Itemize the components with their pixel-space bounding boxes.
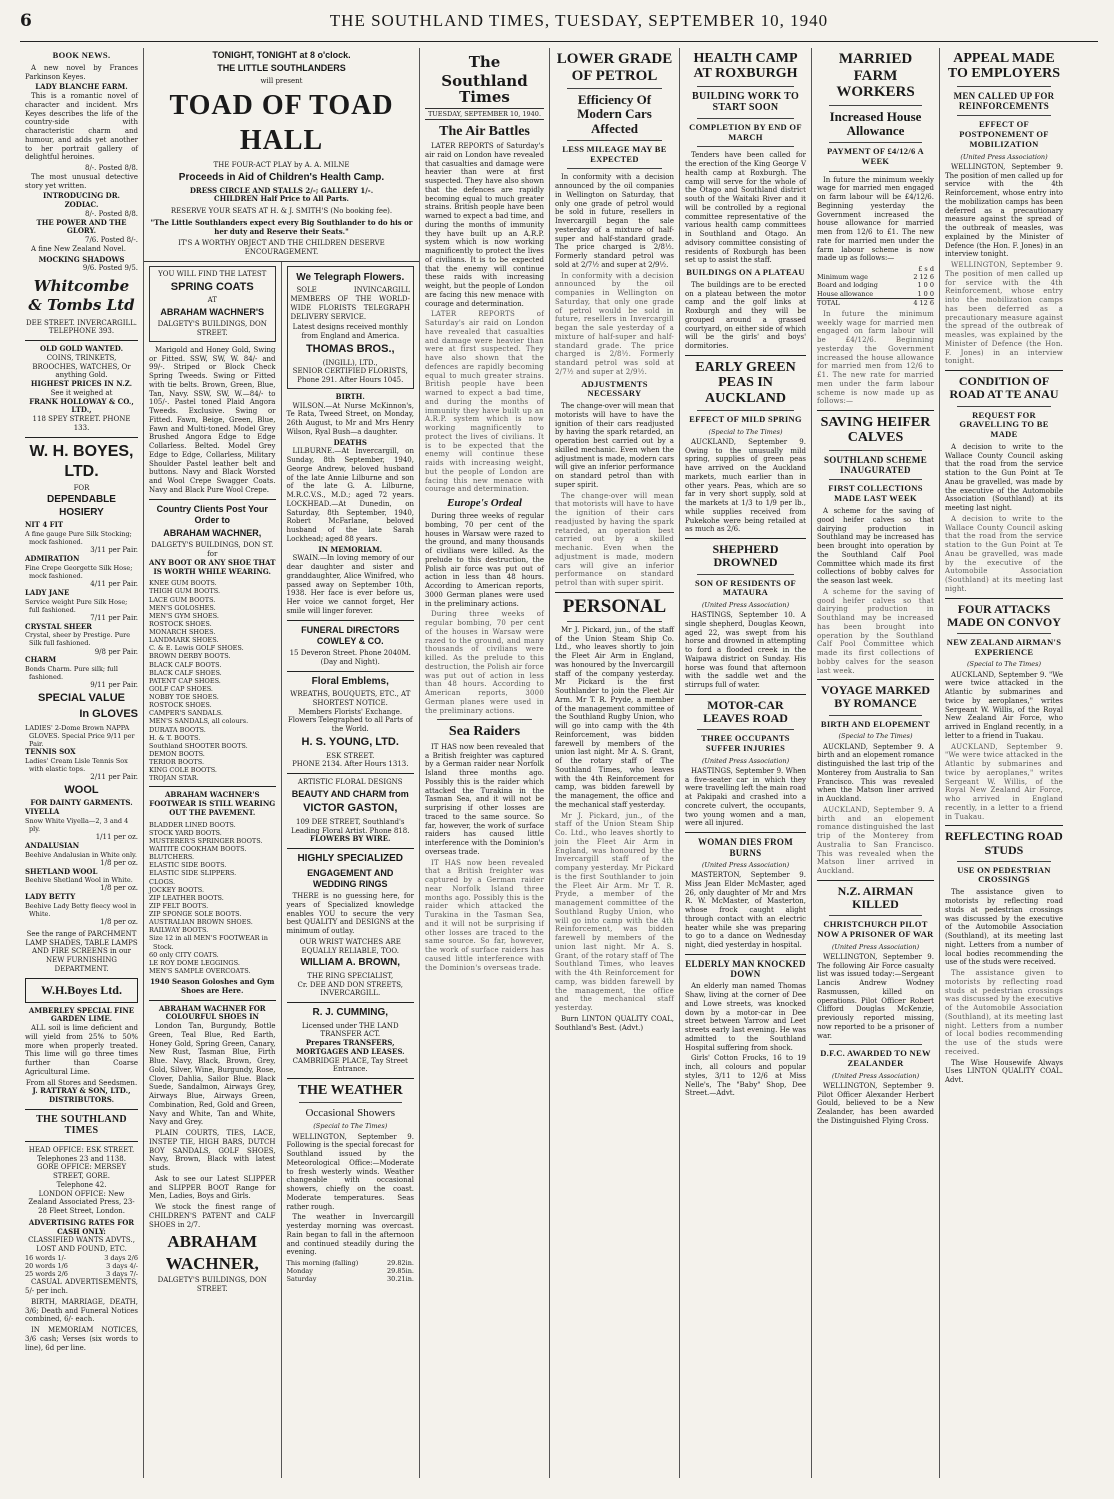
teanau-title: CONDITION OF ROAD AT TE ANAU — [949, 374, 1059, 402]
deaths-title: DEATHS — [333, 437, 367, 447]
find-latest: YOU WILL FIND THE LATEST — [158, 269, 267, 278]
london-office: LONDON OFFICE: New Zealand Associated Press, 23-28 Fleet Street, London. — [28, 1189, 135, 1216]
range-note: See the range of PARCHMENT LAMP SHADES, TABLE LAMPS AND FIRE SCREENS in our NEW FURNISHING DEPARTMENT. — [25, 929, 138, 973]
amberley-desc: ALL soil is lime deficient and will yield from 25% to 50% more when properly treated. This lime will go three times further than Coarse Agricultural Lime. — [25, 1024, 138, 1076]
book3-title: THE POWER AND THE GLORY. — [36, 217, 127, 236]
appeal-sub: MEN CALLED UP FOR REINFORCEMENTS — [953, 90, 1055, 112]
voyage-sub: BIRTH AND ELOPEMENT — [820, 718, 931, 729]
airman-text: WELLINGTON, September 9. The following Air Force casualty list was issued today:—Sergeant Lancis Andrew Wodney Rasmussen, killed on operations. Pilot Officer Robert Clifford Douglas McKenzie, previously reported missing, now reported to be a prisoner of war. — [817, 952, 934, 1040]
times-box-title: THE SOUTHLAND TIMES — [36, 1113, 127, 1137]
plateau-title: BUILDINGS ON A PLATEAU — [686, 267, 805, 278]
coloured-title: ABRAHAM WACHNER FOR COLOURFUL SHOES IN — [158, 1003, 266, 1022]
peas-text: AUCKLAND, September 9. Owing to the unusually mild spring, supplies of green peas have arrived on the Auckland markets, much earlier than in other years. Peas, which are so far in very short supply, sold at the markets at 1/3 to 1/9 per lb., while supplies received from Pukekohe were being retailed at as much as 2/6. — [685, 437, 806, 534]
head-office: HEAD OFFICE: ESK STREET. — [28, 1145, 135, 1154]
column-health-camp — [680, 48, 812, 1478]
cumming: R. J. CUMMING, — [312, 1007, 389, 1018]
list-item: ANDALUSIAN Beehive Andalusian in White only. 1/8 per oz. — [25, 840, 138, 867]
rings-text: THERE is no guessing here, for years of Specialized knowledge enables YOU to secure the very best QUALITY and DESIGNS at the minimum of outlay. — [286, 892, 414, 935]
personal-text-cont: Mr J. Pickard, jun., of the staff of the Union Steam Ship Co. Ltd., who leaves shortly to join the Fleet Air Arm in England, was honoured by the Invercargill staff of the company yesterday. Mr Pickard is the first Southlander to join the Fleet Air Arm. Mr T. R. Pryde, a member of the management committee of the Southland Rugby Union, who will go into camp with the 4th Reinforcement, was bidden farewell by members of the union last night. Mr A. S. Grant, of the rotary staff of The Southland Times, who leaves with the 4th Reinforcement for camp, was bidden farewell by the management, the office and the mechanical staff yesterday. — [555, 811, 674, 1013]
column-farm-workers — [812, 48, 940, 1478]
boyes-logo: W.H.Boyes Ltd. — [25, 978, 138, 1003]
thomas-florists: SENIOR CERTIFIED FLORISTS, — [292, 367, 408, 376]
personal-text: Mr J. Pickard, jun., of the staff of the Union Steam Ship Co. Ltd., who leaves shortly to join the Fleet Air Arm in England, was honoured by the Invercargill staff of the company yesterday. Mr Pickard is the first Southlander to join the Fleet Air Arm. Mr T. R. Pryde, a member of the management committee of the Southland Rugby Union, who will go into camp with the 4th Reinforcement, was bidden farewell by members of the union last night. Mr A. S. Grant, of the rotary staff of The Southland Times, who leaves with the 4th Reinforcement for camp, was bidden farewell by the management, the office and the mechanical staff yesterday. — [555, 625, 674, 809]
air-battles-text: LATER REPORTS of Saturday's air raid on London have revealed that casualties and damage were heavier than were at first suspected. They have also shown that the defences are rapidly becoming equal to much greater strains. British people have been warned to expect a bad time, and during the months of immunity they have built up an A.R.P. system which is now working magnificently to protect the lives of civilians. It is to be expected that the enemy will continue these raids with increasing weight, but the people of London are facing this new menace with courage and determination. — [425, 142, 544, 308]
teanau-sub: REQUEST FOR GRAVELLING TO BE MADE — [959, 409, 1049, 440]
adjustments-text-cont: The change-over will mean that motorists will have to have the ignition of their cars readjusted by having the spark retarded, an operation best carried out by a skilled mechanic. Even when the adjustment is made, modern cars will give an inferior performance on standard petrol than with super spirit. — [555, 491, 674, 588]
petrol-title: LOWER GRADE OF PETROL — [556, 51, 673, 84]
weather-text-2: The weather in Invercargill yesterday morning was overcast. Rain began to fall in the afternoon and continued steadily during the evening. — [286, 1213, 414, 1257]
ticket-prices: DRESS CIRCLE AND STALLS 2/-; GALLERY 1/-. — [189, 185, 374, 195]
air-battles-text-cont: LATER REPORTS of Saturday's air raid on London have revealed that casualties and damage were heavier than were at first suspected. They have also shown that the defences are rapidly becoming equal to much greater strains. British people have been warned to expect a bad time, and during the months of immunity they have built up an A.R.P. system which is now working magnificently to protect the lives of civilians. It is to be expected that the enemy will continue these raids with increasing weight, but the people of London are facing this new menace with courage and determination. — [425, 310, 544, 494]
wage-row: House allowance 1 0 0 — [817, 289, 934, 298]
weather-text: WELLINGTON, September 9. Following is the special forecast for Southland issued by the Meteorological Office:—Moderate to fresh westerly winds. Weather changeable with occasional showers, chiefly on the coast. Moderate temperatures. Seas rather rough. — [286, 1132, 414, 1211]
sea-raiders-text-cont: IT HAS now been revealed that a British freighter was captured by a German raider near Norfolk Island three months ago. Possibly this is the raider which attacked the Turakina in the Tasman Sea, and it will not be surprising if other losses are traced to the same source. So far, however, the work of surface raiders has caused little interference with the Dominion's overseas trade. — [425, 858, 544, 972]
wool-list — [25, 808, 138, 927]
book3-price: 7/6. Posted 8/-. — [84, 236, 138, 245]
amberley-from: From all Stores and Seedsmen. — [25, 1078, 138, 1087]
list-item: VIYELLA Snow White Viyella—2, 3 and 4 ply. 1/11 per oz. — [25, 807, 138, 842]
motor-source: (United Press Association) — [701, 756, 790, 765]
quote: "The Little Southlanders expect every Big Southlander to do his or her duty and Reserve their Seats." — [150, 217, 413, 236]
gold-weighed: See it weighed at — [50, 388, 113, 397]
book1-price: 8/-. Posted 8/8. — [84, 164, 138, 173]
weather-title: THE WEATHER — [297, 1083, 403, 1098]
camp-sub: BUILDING WORK TO START SOON — [691, 90, 800, 114]
footwear-title: ABRAHAM WACHNER'S FOOTWEAR IS STILL WEARING OUT THE PAVEMENT. — [149, 790, 276, 817]
any-boot: ANY BOOT OR ANY SHOE THAT IS WORTH WHILE WEARING. — [149, 557, 276, 576]
peas-title: EARLY GREEN PEAS IN AUCKLAND — [695, 359, 796, 406]
camp-title: HEALTH CAMP AT ROXBURGH — [693, 51, 798, 82]
boot-list: KNEE GUM BOOTS. THIGH GUM BOOTS. LACE GUM BOOTS. MEN'S GOLOSHES. MEN'S GYM SHOES. ROSTOCK SHOES. MONARCH SHOES. LANDMARK SHOES. C. & E. Lewis GOLF SHOES. BROWN DERBY BOOTS. BLACK CALF BOOTS. BLACK CALF SHOES. PATENT CAP SHOES. GOLF CAP SHOES. NOBBY TOE SHOES. ROSTOCK SHOES. CAMPER'S SANDALS. MEN'S SANDALS, all colours. DURATA BOOTS. H. & T. BOOTS. Southland SHOOTER BOOTS. DEMON BOOTS. TERIOR BOOTS. KING COLE BOOTS. TROJAN STAR. — [149, 579, 249, 783]
thomas-sub: (INGILL), LTD., — [322, 358, 378, 367]
wage-row: Minimum wage 2 12 6 — [817, 273, 934, 282]
book2-price: 8/-. Posted 8/8. — [84, 209, 138, 218]
payment-title: PAYMENT OF £4/12/6 A WEEK — [827, 146, 924, 166]
book4-title: MOCKING SHADOWS — [38, 254, 125, 264]
reserve-seats: RESERVE YOUR SEATS AT H. & J. SMITH'S (No booking fee). — [170, 207, 393, 215]
voyage-text-cont: AUCKLAND, September 9. A birth and an elopement romance distinguished the last trip of the Monterey from Australia to San Francisco. This was revealed when the Matson liner arrived in Auckland. — [817, 805, 934, 876]
four-act: THE FOUR-ACT PLAY by A. A. MILNE — [213, 161, 350, 170]
column-editorial — [420, 48, 550, 1478]
wage-total: TOTAL 4 12 6 — [817, 298, 934, 307]
personal-title: PERSONAL — [562, 595, 667, 617]
goloshes: 1940 Season Goloshes and Gym Shoes are Here. — [150, 977, 275, 995]
specialized: HIGHLY SPECIALIZED — [297, 853, 404, 864]
farm-text-cont: In future the minimum weekly wage for married men engaged on farm labour will be £4/12/6. Beginning yesterday the Government increased the house allowance for married men from 12/6 to £1. The new rate for married men under the farm labour scheme is now made up as follows:— — [817, 309, 934, 406]
camp-sub-2: COMPLETION BY END OF MARCH — [689, 121, 802, 142]
rate-row: 20 words 1/6 3 days 4/- — [25, 1262, 138, 1271]
attacks-text-cont: AUCKLAND, September 9. "We were twice attacked in the Atlantic by submarines and twice by aeroplanes," writes Sergeant W. Willis, of the Royal New Zealand Air Force, who arrived in England recently, in a letter to a friend in Tuakau. — [945, 742, 1063, 821]
footwear-list: BLADDER LINED BOOTS. STOCK YARD BOOTS. MUSTERER'S SPRINGER BOOTS. WAITITE COOKHAM BOOTS. BLUTCHERS. ELASTIC SIDE BOOTS. ELASTIC SIDE SLIPPERS. CLOGS. JOCKEY BOOTS. ZIP LEATHER BOOTS. ZIP FELT BOOTS. ZIP SPONGE SOLE BOOTS. AUSTRALIAN BROWN SHOES. RAILWAY BOOTS. Size 12 in all MEN'S FOOTWEAR in Stock. 60 only CITY COATS. LE ROY DOME LEGGINGS. MEN'S SAMPLE OVERCOATS. — [149, 820, 268, 975]
elderly-title: ELDERLY MAN KNOCKED DOWN — [685, 958, 806, 980]
wachner-name: ABRAHAM WACHNER'S — [160, 307, 265, 317]
rates-sub: CLASSIFIED WANTS ADVTS., LOST AND FOUND, ETC. — [28, 1236, 135, 1254]
memoriam-title: IN MEMORIAM. — [318, 544, 383, 554]
artistic: ARTISTIC FLORAL DESIGNS — [297, 778, 403, 786]
dfc-source: (United Press Association) — [831, 1071, 920, 1080]
petrol-sub-2: LESS MILEAGE MAY BE EXPECTED — [562, 143, 667, 164]
proceeds: Proceeds in Aid of Children's Health Camp. — [178, 172, 385, 183]
whitcombe-address: DEE STREET. INVERCARGILL. TELEPHONE 393. — [26, 318, 137, 336]
country-clients: Country Clients Post Your Order to — [156, 503, 268, 525]
teanau-text: A decision to write to the Wallace County Council asking that the road from the service station to the Gun Point at Te Anau be gravelled, was made by the executive of the Automobile Association (Southland) at its meeting last night. — [945, 442, 1063, 513]
boyes-for: FOR — [73, 483, 90, 492]
studs-sub: USE ON PEDESTRIAN CROSSINGS — [957, 864, 1051, 885]
weather-sub: Occasional Showers — [305, 1107, 395, 1120]
wise-advt: The Wise Housewife Always Uses LINTON QUALITY COAL. Advt. — [945, 1058, 1063, 1084]
spring-coats: SPRING COATS — [170, 280, 254, 293]
calves-sub: SOUTHLAND SCHEME INAUGURATED — [823, 454, 928, 476]
shepherd-source: (United Press Association) — [701, 601, 790, 610]
beauty: BEAUTY AND CHARM from — [291, 788, 409, 799]
list-item: ADMIRATION Fine Crepe Georgette Silk Hose; mock fashioned. 4/11 per Pair. — [25, 554, 138, 589]
burns-text: MASTERTON, September 9. Miss Jean Elder McMaster, aged 26, only daughter of Mr and Mrs R. W. McMaster, of Masterton, whose frock caught alight through contact with an electric heater while she was preparing to go to a dance on Wednesday night, died yesterday in hospital. — [685, 871, 806, 950]
gold-wanted: OLD GOLD WANTED. — [39, 344, 124, 354]
wool-title: WOOL — [64, 783, 99, 796]
watches: OUR WRIST WATCHES ARE EQUALLY RELIABLE, TOO. — [299, 937, 401, 955]
book-intro: A new novel by Frances Parkinson Keyes. — [25, 63, 138, 81]
plateau-text: The buildings are to be erected on a plateau between the motor camp and the golf links at Roxburgh and they will be grouped around a grassed courtyard, on either side of which will be the girls' and boys' dormitories. — [685, 280, 806, 351]
peas-sub: EFFECT OF MILD SPRING — [689, 414, 802, 424]
gore-office: GORE OFFICE: MERSEY STREET, GORE. — [36, 1163, 127, 1181]
thomas-bros: THOMAS BROS., — [305, 342, 395, 355]
in-gloves: In GLOVES — [79, 707, 138, 720]
page-number: 6 — [20, 11, 32, 31]
appeal-source: (United Press Association) — [960, 152, 1048, 161]
esk-street: ESK STREET. — [326, 751, 375, 760]
petrol-text-cont: In conformity with a decision announced by the oil companies in Wellington on Saturday, that only one grade of petrol would be sold in future, resellers in Invercargill began the sale yesterday of a mixture of half-super and half-standard grade. The price charged is 2/8½. Formerly standard petrol was sold at 2/7½ and super at 2/9½. — [555, 271, 674, 376]
attacks-source: (Special to The Times) — [966, 660, 1042, 669]
book1-title: LADY BLANCHE FARM. — [35, 82, 128, 92]
victor-gaston: VICTOR GASTON, — [303, 802, 398, 814]
sea-raiders-text: IT HAS now been revealed that a British freighter was captured by a German raider near Norfolk Island three months ago. Possibly this is the raider which attacked the Turakina in the Tasman Sea, and it will not be surprising if other losses are traced to the same source. So far, however, the work of surface raiders has caused little interference with the Dominion's overseas trade. — [425, 742, 544, 856]
thomas-phone: Phone 291. After Hours 1045. — [297, 376, 404, 384]
children-shoes: We stock the finest range of CHILDREN'S PATENT and CALF SHOES in 2/7. — [149, 1203, 276, 1229]
for-label: for — [207, 550, 218, 558]
little-southlanders: THE LITTLE SOUTHLANDERS — [217, 63, 346, 74]
list-item: NIT 4 FIT A fine gauge Pure Silk Stocking; mock fashioned. 3/11 per Pair. — [25, 520, 138, 555]
rates-title: ADVERTISING RATES FOR CASH ONLY: — [28, 1217, 135, 1236]
william-brown: WILLIAM A. BROWN, — [300, 957, 401, 969]
wachner-big: ABRAHAM WACHNER, — [165, 1232, 259, 1273]
book4-intro: A fine New Zealand Novel. — [31, 244, 127, 253]
studs-text: The assistance given to motorists by reflecting road studs at pedestrian crossings was discussed by the executive of the Automobile Association (Southland), at its meeting last night. Letters from a number of local bodies recommending the use of the studs were received. — [945, 888, 1063, 967]
worthy: IT'S A WORTHY OBJECT AND THE CHILDREN DESERVE ENCOURAGEMENT. — [178, 239, 385, 256]
calves-title: SAVING HEIFER CALVES — [820, 415, 931, 446]
europe-text-cont: During three weeks of regular bombing, 70 per cent of the houses in Warsaw were razed to the ground, and many thousands of civilians were killed. As the prelude to this destruction, the Polish air force was put out of action in less than 48 hours. According to American reports, 3000 German planes were used in the preliminary actions. — [425, 610, 544, 715]
list-item: CRYSTAL SHEER Crystal, sheer by Prestige. Pure Silk full fashioned. 9/8 per Pair. — [25, 621, 138, 656]
bdm-rates: BIRTH, MARRIAGE, DEATH, 3/6; Death and Funeral Notices combined, 6/- each. — [25, 1297, 138, 1324]
engagement: ENGAGEMENT AND WEDDING RINGS — [307, 867, 394, 889]
column-notices — [282, 262, 420, 1478]
list-item: SHETLAND WOOL Beehive Shetland Wool in White. 1/8 per oz. — [25, 866, 138, 893]
hosiery-list — [25, 521, 138, 690]
calves-text: A scheme for the saving of good heifer calves so that dairying production in Southland may be increased has been brought into operation by the Southland Calf Pool Committee which made its first collections of bobby calves for the season last week. — [817, 507, 934, 585]
house-title: Increased House Allowance — [829, 108, 922, 138]
motor-title: MOTOR-CAR LEAVES ROAD — [703, 697, 788, 726]
editorial-masthead-the: The — [468, 53, 501, 71]
telegraph-title: We Telegraph Flowers. — [296, 271, 405, 283]
motor-sub: THREE OCCUPANTS SUFFER INJURIES — [701, 733, 790, 754]
burns-title: WOMAN DIES FROM BURNS — [698, 837, 793, 858]
birth-text: WILSON.—At Nurse McKinnon's, Te Rata, Tweed Street, on Monday, 26th August, to Mr and Mrs Henry Wilson, Ryal Bush—a daughter. — [286, 401, 414, 436]
brown-address: Cr. DEE AND DON STREETS, INVERCARGILL. — [297, 980, 404, 998]
air-battles-title: The Air Battles — [439, 123, 530, 139]
rate-row: 16 words 1/- 3 days 2/6 — [25, 1253, 138, 1262]
appeal-title: APPEAL MADE TO EMPLOYERS — [947, 51, 1061, 82]
book4-price: 9/6. Posted 9/5. — [82, 264, 138, 273]
memoriam-text: SWAIN.—In loving memory of our dear daughter and sister and granddaughter, Alice Winifred, who passed away on September 10th, 1938. Her face is ever before us, Her voice we cannot forget, Her smile will linger forever. — [286, 554, 414, 615]
columns — [20, 48, 1098, 1478]
at-label: AT — [207, 296, 217, 305]
memoriam-rates: IN MEMORIAM NOTICES, 3/6 cash; Verses (six words to line), 6d per line. — [25, 1326, 138, 1352]
coats-text: Marigold and Honey Gold, Swing or Fitted. SSW, SW, W. 84/- and 99/-. Striped or Block Check Spring Tweeds. Swing or Fitted with tie belts. Brown, Green, Blue, Tan, Navy. SSW, SW, W.—84/- to 105/-. Pastel toned Plaid Angora Tweeds. Exclusive. Swing or Fitted. Fawn, Beige, Green, Blue, Fawn and Multi-toned. Model Grey Brushed Angora Edge to Edge Collarless. Belted. Model Grey Edge to Edge, Collarless, Military Shoulder Pastel leather belt and buttons. Navy and Black Worsted and Wool Crepe Swagger Coats. Navy and Black Pure Wool Crepe. — [149, 345, 276, 494]
toad-title: TOAD OF TOAD HALL — [169, 90, 394, 157]
calves-sub-2: FIRST COLLECTIONS MADE LAST WEEK — [828, 483, 923, 504]
burns-source: (United Press Association) — [701, 860, 790, 869]
toad-hall-ad — [144, 48, 419, 262]
voyage-title: VOYAGE MARKED BY ROMANCE — [821, 683, 930, 711]
telegraph-text: SOLE INVINCARGILL MEMBERS OF THE WORLD-WIDE FLORISTS TELEGRAPH DELIVERY SERVICE. — [290, 286, 410, 321]
designs: Latest designs received monthly from England and America. — [292, 323, 408, 340]
dalgetys-3: DALGETY'S BUILDINGS, DON STREET. — [157, 1275, 267, 1293]
tennis-desc: Ladies' Cream Lisle Tennis Sox with elastic tops. — [25, 756, 128, 773]
cotton-advt: Girls' Cotton Frocks, 16 to 19 inch, all colours and popular styles, 3/11 to 12/6 at Miss Nelle's, The "Baby" Shop, Dee Street.—Advt. — [685, 1054, 806, 1098]
camp-text: Tenders have been called for the erection of the King George V health camp at Roxburgh. The camp will serve for the whole of the Otago and Southland district south of the Waitaki River and it will be controlled by a regional committee representative of the various health camp committees in Southland and Otago. An advisory committee consisting of residents of Roxburgh has been set up to assist the staff. — [685, 151, 806, 265]
europe-title: Europe's Ordeal — [447, 497, 522, 510]
europe-text: During three weeks of regular bombing, 70 per cent of the houses in Warsaw were razed to the ground, and many thousands of civilians were killed. As the prelude to this destruction, the Polish air force was put out of action in less than 48 hours. According to American reports, 3000 German planes were used in the preliminary actions. — [425, 512, 544, 608]
licensed: Licensed under THE LAND TRANSFER ACT. — [301, 1021, 399, 1039]
tennis-sox: TENNIS SOX — [25, 746, 76, 756]
attacks-title: FOUR ATTACKS MADE ON CONVOY — [947, 601, 1061, 629]
wool-sub: FOR DAINTY GARMENTS. — [30, 798, 133, 808]
column-book-news — [20, 48, 144, 1478]
slipper: Ask to see our Latest SLIPPER and SLIPPER BOOT Range for Men, Ladies, Boys and Girls. — [149, 1174, 276, 1201]
dalgetys-2: DALGETY'S BUILDINGS, DON ST. — [151, 541, 274, 550]
page-masthead — [20, 10, 1098, 42]
column-petrol — [550, 48, 680, 1478]
tennis-price: 2/11 per Pair. — [90, 772, 138, 781]
frank-address: 118 SPEY STREET. PHONE 133. — [32, 415, 131, 432]
rate-row: 25 words 2/6 3 days 7/- — [25, 1270, 138, 1279]
book2-title: INTRODUCING DR. ZODIAC. — [43, 191, 120, 210]
dalgetys: DALGETY'S BUILDINGS, DON STREET. — [157, 320, 267, 337]
book-news-title: BOOK NEWS. — [52, 50, 111, 60]
shepherd-sub: SON OF RESIDENTS OF MATAURA — [694, 577, 797, 598]
barometer-row: Saturday 30.21in. — [286, 1275, 414, 1284]
funeral-address: 15 Deveron Street. Phone 2040M. (Day and Night). — [289, 649, 411, 666]
dfc-title: D.F.C. AWARDED TO NEW ZEALANDER — [820, 1048, 931, 1069]
children-half: CHILDREN Half Price to All Parts. — [214, 194, 349, 204]
column-wachner — [144, 262, 282, 1478]
attacks-sub: NEW ZEALAND AIRMAN'S EXPERIENCE — [946, 636, 1062, 657]
coal-advt: Burn LINTON QUALITY COAL, Southland's Best. (Advt.) — [555, 1014, 674, 1032]
elderly-text: An elderly man named Thomas Shaw, living at the corner of Dee and Lowe streets, was knocked down by a motor-car in Dee street between Yarrow and Leet streets early last evening. He was admitted to the Southland Hospital suffering from shock. — [685, 982, 806, 1052]
weather-source: (Special to The Times) — [313, 1122, 388, 1131]
dfc-text: WELLINGTON, September 9. Pilot Officer Alexander Herbert Gould, believed to be a New Zealander, has been awarded the Distinguished Flying Cross. — [817, 1081, 934, 1125]
barometer-row: Monday 29.85in. — [286, 1267, 414, 1276]
flowers-by-wire: FLOWERS BY WIRE. — [310, 834, 391, 844]
wage-header: £ s d — [918, 265, 934, 274]
hs-young: H. S. YOUNG, LTD. — [301, 735, 399, 748]
airman-sub: CHRISTCHURCH PILOT NOW A PRISONER OF WAR — [817, 919, 934, 939]
funeral: FUNERAL DIRECTORS COWLEY & CO. — [301, 624, 400, 646]
prepares: Prepares TRANSFERS, MORTGAGES AND LEASES. — [295, 1038, 405, 1056]
sea-raiders-title: Sea Raiders — [448, 724, 521, 740]
gore-tel: Telephone 42. — [56, 1180, 107, 1189]
airman-source: (United Press Association) — [831, 942, 920, 951]
head-tel: Telephones 23 and 1138. — [37, 1154, 126, 1163]
list-item: LADY JANE Service weight Pure Silk Hose; full fashioned. 7/11 per Pair. — [25, 587, 138, 622]
telegraph-ad — [287, 266, 415, 389]
adjustments-text: The change-over will mean that motorists will have to have the ignition of their cars readjusted by having the spark retarded, an operation best carried out by a skilled mechanic. Even when the adjustment is made, modern cars will give an inferior performance on standard petrol than with super spirit. — [555, 402, 674, 489]
gold-prices: HIGHEST PRICES IN N.Z. — [30, 379, 133, 389]
farm-text: In future the minimum weekly wage for married men engaged on farm labour will be £4/12/6. Beginning yesterday the Government increased the house allowance for married men from 12/6 to £1. The new rate for married men under the farm labour scheme is now made up as follows:— — [817, 175, 934, 263]
birth-title: BIRTH. — [335, 391, 365, 401]
members: Members Florists' Exchange. Flowers Telegraphed to all Parts of the World. — [287, 707, 413, 733]
adjustments-title: ADJUSTMENTS NECESSARY — [581, 378, 648, 399]
special-value: SPECIAL VALUE — [38, 692, 125, 705]
column-group-ads — [144, 48, 420, 1478]
wreaths: WREATHS, BOUQUETS, ETC., AT SHORTEST NOTICE. — [290, 690, 411, 707]
studs-text-cont: The assistance given to motorists by reflecting road studs at pedestrian crossings was discussed by the executive of the Automobile Association (Southland), at its meeting last night. Letters from a number of local bodies recommending the use of the studs were received. — [945, 969, 1063, 1056]
studs-title: REFLECTING ROAD STUDS — [945, 829, 1063, 857]
tonight: TONIGHT, TONIGHT at 8 o'clock. — [212, 50, 351, 60]
peas-source: (Special to The Times) — [708, 427, 783, 436]
shepherd-text: HASTINGS, September 10. A single shepherd, Douglas Keown, aged 22, was swept from his horse and drowned in attempting to ford a flooded creek in the Waipawa district on Sunday. His horse was found that afternoon with the saddle wet and the stirrups full of water. — [685, 611, 806, 690]
voyage-text: AUCKLAND, September 9. A birth and an elopement romance distinguished the last trip of the Monterey from Australia to San Francisco. This was revealed when the Matson liner arrived in Auckland. — [817, 742, 934, 804]
column-appeal — [940, 48, 1068, 1478]
book1-desc: This is a romantic novel of character and incident. Mrs Keyes describes the life of the country-side with characteristic charm and humour, and adds yet another to her portrait gallery of delightful heroines. — [25, 92, 138, 162]
appeal-text: WELLINGTON, September 9. The position of men called up for service with the 4th Reinforcement, whose entry into the mobilization camps has been deferred as a precautionary measure against the spread of the outbreak of measles, was explained by the Minister of Defence (the Hon. F. Jones) in an interview tonight. — [945, 162, 1063, 259]
boyes-title: W. H. BOYES, LTD. — [29, 442, 134, 480]
motor-text: HASTINGS, September 9. When a five-seater car in which they were travelling left the main road at Pakipaki and crashed into a concrete culvert, the occupants, two young women and a man, were all injured. — [685, 766, 806, 828]
casual-ads: CASUAL ADVERTISEMENTS, 5/- per inch. — [25, 1278, 138, 1296]
wage-row: Board and lodging 1 0 0 — [817, 281, 934, 290]
whitcombe-logo: Whitcombe & Tombs Ltd — [28, 277, 135, 314]
calves-text-cont: A scheme for the saving of good heifer calves so that dairying production in Southland may be increased has been brought into operation by the Southland Calf Pool Committee which made its first collections of bobby calves for the season last week. — [817, 587, 934, 675]
newspaper-title: THE SOUTHLAND TIMES, TUESDAY, SEPTEMBER 10, 1940 — [329, 11, 829, 30]
wachner-name-2: ABRAHAM WACHNER, — [163, 528, 262, 538]
amberley-title: AMBERLEY SPECIAL FINE GARDEN LIME. — [28, 1005, 135, 1024]
spring-coats-ad — [149, 266, 276, 342]
teanau-text-cont: A decision to write to the Wallace County Council asking that the road from the service station to the Gun Point at Te Anau be gravelled, was made by the executive of the Automobile Association (Southland) at its meeting last night. — [945, 514, 1063, 593]
deaths-text: LILBURNE.—At Invercargill, on Sunday, 8th September, 1940, George Andrew, beloved husband of the late Annie Lilburne and son of the late G. A. Lilburne, M.R.C.V.S., M.D.; aged 72 years. LOCKHEAD.—At Dunedin, on Saturday, 8th September, 1940, Robert McFarlane, beloved husband of the late Sarah Lockhead; aged 88 years. — [286, 447, 414, 543]
airman-title: N.Z. AIRMAN KILLED — [837, 883, 914, 911]
will-present: will present — [260, 76, 303, 85]
brown-sub: THE RING SPECIALIST, — [307, 971, 394, 980]
shoe-extra: PLAIN COURTS, TIES, LACE, INSTEP TIE, HIGH BARS, DUTCH BOY SANDALS, GOLF SHOES, Navy, Brown, Black with latest studs. — [149, 1129, 276, 1172]
coloured-text: London Tan, Burgundy, Bottle Green, Teal Blue, Red Earth, Honey Gold, Spring Green, Canary, New Rust, Tasman Blue, Firth Blue. Navy, Black, Brown, Grey, Gold, Silver, Wine, Burgundy, Rose, Clover, Dahlia, Sailor Blue. Black Suede, Sandalmon, Airways Grey, Airways Blue, Airways Green, Combination, Red, Gold and Green, Navy and White, Tan and White, Navy and Grey. — [149, 1022, 276, 1127]
attacks-text: AUCKLAND, September 9. "We were twice attacked in the Atlantic by submarines and twice by aeroplanes," writes Sergeant W. Willis, of the Royal New Zealand Air Force, who arrived in England recently, in a letter to a friend in Tuakau. — [945, 670, 1063, 740]
appeal-sub-2: EFFECT OF POSTPONEMENT OF MOBILIZATION — [959, 119, 1049, 149]
hs-phone: PHONE 2134. After Hours 1313. — [292, 760, 409, 769]
victor-address: 109 DEE STREET, Southland's Leading Floral Artist. Phone 818. — [291, 817, 410, 835]
boyes-hosiery: DEPENDABLE HOSIERY — [47, 494, 116, 518]
book2-intro: The most unusual detective story yet written. — [25, 172, 138, 190]
editorial-date: TUESDAY, SEPTEMBER 10, 1940. — [425, 108, 544, 120]
gold-items: COINS, TRINKETS, BROOCHES, WATCHES, Or anything Gold. — [32, 353, 131, 380]
list-item: LADY BETTY Beehive Lady Betty fleecy wool in White. 1/8 per oz. — [25, 892, 138, 927]
gloves-desc: LADIES' 2-Dome Brown NAPPA GLOVES. Special Price 9/11 per Pair. — [25, 723, 135, 748]
appeal-text-cont: WELLINGTON, September 9. The position of men called up for service with the 4th Reinforcement, whose entry into the mobilization camps has been deferred as a precautionary measure against the spread of the outbreak of measles, was explained by the Minister of Defence (the Hon. F. Jones) in an interview tonight. — [945, 261, 1063, 366]
voyage-source: (Special to The Times) — [838, 732, 913, 741]
frank-holloway: FRANK HOLLOWAY & CO., LTD., — [29, 396, 134, 415]
cambridge: CAMBRIDGE PLACE, Tay Street Entrance. — [292, 1056, 408, 1074]
floral-emblems: Floral Emblems, — [311, 675, 389, 687]
farm-title: MARRIED FARM WORKERS — [836, 51, 915, 100]
shepherd-title: SHEPHERD DROWNED — [712, 542, 779, 570]
editorial-masthead: Southland Times — [441, 71, 528, 106]
petrol-sub: Efficiency Of Modern Cars Affected — [577, 92, 652, 136]
petrol-text: In conformity with a decision announced by the oil companies in Wellington on Saturday, that only one grade of petrol would be sold in future, resellers in Invercargill began the sale yesterday of a mixture of half-super and half-standard grade. The price charged is 2/8½. Formerly standard petrol was sold at 2/7½ and super at 2/9½. — [555, 173, 674, 269]
barometer-row: This morning (falling) 29.82in. — [286, 1259, 414, 1268]
amberley-dist: J. RATTRAY & SON, LTD., DISTRIBUTORS. — [32, 1086, 131, 1105]
list-item: CHARM Bonds Charm. Pure silk; full fashioned. 9/11 per Pair. — [25, 655, 138, 690]
